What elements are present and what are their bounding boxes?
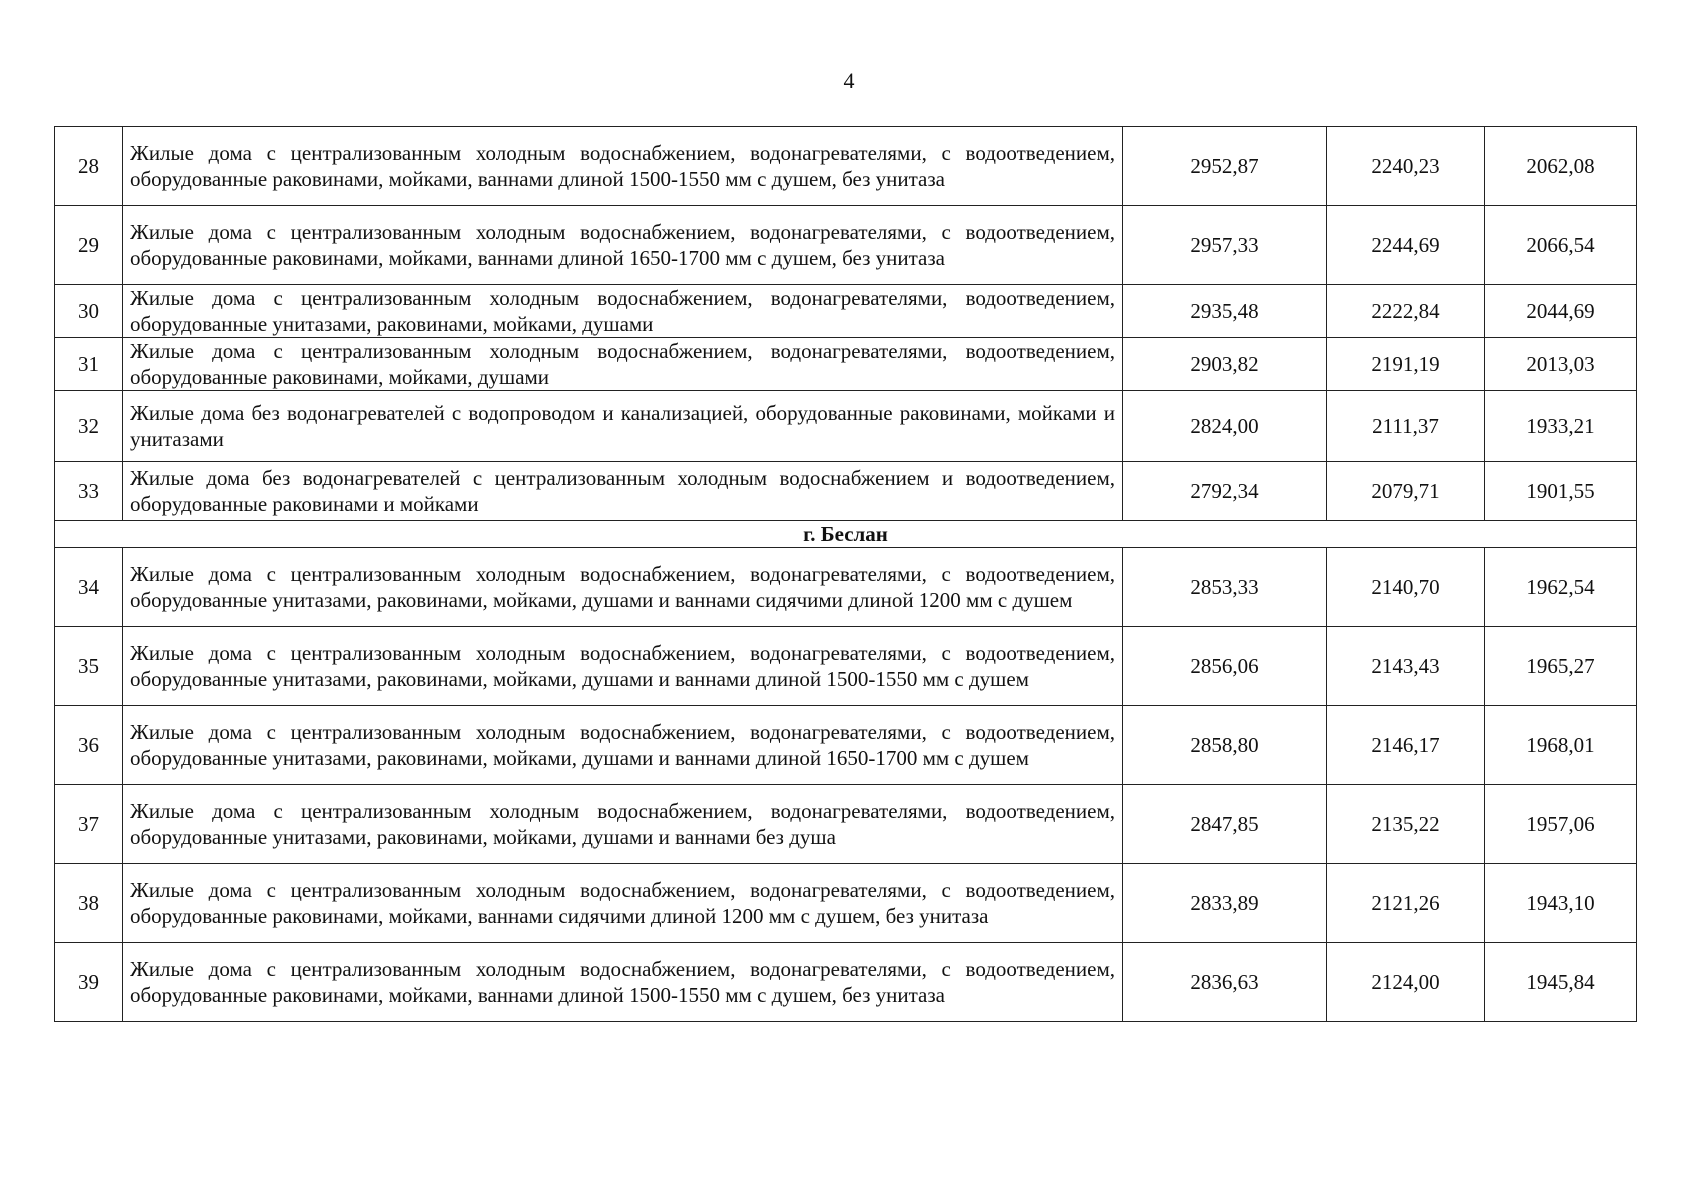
section-title: г. Беслан xyxy=(55,521,1637,548)
tariff-value-1: 2853,33 xyxy=(1123,548,1327,627)
tariff-value-1: 2903,82 xyxy=(1123,338,1327,391)
row-number: 33 xyxy=(55,462,123,521)
tariff-value-1: 2824,00 xyxy=(1123,391,1327,462)
tariff-value-3: 1945,84 xyxy=(1485,943,1637,1022)
tariff-value-1: 2856,06 xyxy=(1123,627,1327,706)
tariff-value-3: 1962,54 xyxy=(1485,548,1637,627)
row-description: Жилые дома с централизованным холодным водоснабжением, водонагревателями, водоотведением, оборудованные раковинами, мойками, душами xyxy=(123,338,1123,391)
row-number: 28 xyxy=(55,127,123,206)
section-header-body xyxy=(55,521,1637,548)
table-row xyxy=(55,338,1637,391)
tariff-value-2: 2135,22 xyxy=(1327,785,1485,864)
tariff-value-2: 2079,71 xyxy=(1327,462,1485,521)
row-description: Жилые дома с централизованным холодным водоснабжением, водонагревателями, с водоотведением, оборудованные унитазами, раковинами, мойками, душами и ваннами сидячими длиной 1200 мм с душем xyxy=(123,548,1123,627)
row-description: Жилые дома без водонагревателей с водопроводом и канализацией, оборудованные раковинами, мойками и унитазами xyxy=(123,391,1123,462)
row-description: Жилые дома с централизованным холодным водоснабжением, водонагревателями, с водоотведением, оборудованные раковинами, мойками, ваннами длиной 1500-1550 мм с душем, без унитаза xyxy=(123,943,1123,1022)
row-number: 35 xyxy=(55,627,123,706)
tariff-value-3: 2013,03 xyxy=(1485,338,1637,391)
tariff-value-2: 2124,00 xyxy=(1327,943,1485,1022)
tariff-value-3: 1957,06 xyxy=(1485,785,1637,864)
tariff-value-1: 2858,80 xyxy=(1123,706,1327,785)
row-number: 30 xyxy=(55,285,123,338)
tariff-value-2: 2240,23 xyxy=(1327,127,1485,206)
tariff-value-3: 2066,54 xyxy=(1485,206,1637,285)
row-description: Жилые дома с централизованным холодным водоснабжением, водонагревателями, с водоотведением, оборудованные унитазами, раковинами, мойками, душами и ваннами длиной 1650-1700 мм с душем xyxy=(123,706,1123,785)
row-description: Жилые дома с централизованным холодным водоснабжением, водонагревателями, водоотведением, оборудованные унитазами, раковинами, мойками, душами и ваннами без душа xyxy=(123,785,1123,864)
tariff-table xyxy=(54,126,1637,1022)
tariff-value-1: 2847,85 xyxy=(1123,785,1327,864)
tariff-value-1: 2836,63 xyxy=(1123,943,1327,1022)
tariff-value-3: 2044,69 xyxy=(1485,285,1637,338)
row-description: Жилые дома без водонагревателей с централизованным холодным водоснабжением и водоотведением, оборудованные раковинами и мойками xyxy=(123,462,1123,521)
tariff-value-3: 1968,01 xyxy=(1485,706,1637,785)
tariff-value-2: 2121,26 xyxy=(1327,864,1485,943)
table-body-after-section xyxy=(55,548,1637,1022)
tariff-value-3: 1965,27 xyxy=(1485,627,1637,706)
table-row xyxy=(55,943,1637,1022)
table-row xyxy=(55,785,1637,864)
table-row xyxy=(55,548,1637,627)
tariff-value-3: 1933,21 xyxy=(1485,391,1637,462)
row-description: Жилые дома с централизованным холодным водоснабжением, водонагревателями, водоотведением, оборудованные унитазами, раковинами, мойками, душами xyxy=(123,285,1123,338)
row-number: 39 xyxy=(55,943,123,1022)
table-row xyxy=(55,627,1637,706)
tariff-value-2: 2191,19 xyxy=(1327,338,1485,391)
tariff-value-2: 2146,17 xyxy=(1327,706,1485,785)
row-number: 29 xyxy=(55,206,123,285)
row-description: Жилые дома с централизованным холодным водоснабжением, водонагревателями, с водоотведением, оборудованные раковинами, мойками, ваннами длиной 1650-1700 мм с душем, без унитаза xyxy=(123,206,1123,285)
table-row xyxy=(55,864,1637,943)
row-number: 36 xyxy=(55,706,123,785)
tariff-value-2: 2244,69 xyxy=(1327,206,1485,285)
row-description: Жилые дома с централизованным холодным водоснабжением, водонагревателями, с водоотведением, оборудованные раковинами, мойками, ваннами длиной 1500-1550 мм с душем, без унитаза xyxy=(123,127,1123,206)
tariff-value-1: 2952,87 xyxy=(1123,127,1327,206)
tariff-value-2: 2222,84 xyxy=(1327,285,1485,338)
tariff-value-1: 2957,33 xyxy=(1123,206,1327,285)
tariff-value-3: 1943,10 xyxy=(1485,864,1637,943)
section-header-row xyxy=(55,521,1637,548)
tariff-value-2: 2111,37 xyxy=(1327,391,1485,462)
table-body-before-section xyxy=(55,127,1637,521)
tariff-value-3: 1901,55 xyxy=(1485,462,1637,521)
table-row xyxy=(55,706,1637,785)
row-description: Жилые дома с централизованным холодным водоснабжением, водонагревателями, с водоотведением, оборудованные унитазами, раковинами, мойками, душами и ваннами длиной 1500-1550 мм с душем xyxy=(123,627,1123,706)
tariff-value-1: 2792,34 xyxy=(1123,462,1327,521)
tariff-value-1: 2935,48 xyxy=(1123,285,1327,338)
tariff-value-3: 2062,08 xyxy=(1485,127,1637,206)
row-number: 31 xyxy=(55,338,123,391)
table-row xyxy=(55,391,1637,462)
table-row xyxy=(55,206,1637,285)
row-number: 34 xyxy=(55,548,123,627)
row-number: 37 xyxy=(55,785,123,864)
table-row xyxy=(55,462,1637,521)
page-number: 4 xyxy=(843,68,855,93)
row-description: Жилые дома с централизованным холодным водоснабжением, водонагревателями, с водоотведением, оборудованные раковинами, мойками, ваннами сидячими длиной 1200 мм с душем, без унитаза xyxy=(123,864,1123,943)
table-row xyxy=(55,127,1637,206)
row-number: 32 xyxy=(55,391,123,462)
tariff-value-2: 2140,70 xyxy=(1327,548,1485,627)
table-row xyxy=(55,285,1637,338)
tariff-value-2: 2143,43 xyxy=(1327,627,1485,706)
tariff-value-1: 2833,89 xyxy=(1123,864,1327,943)
row-number: 38 xyxy=(55,864,123,943)
